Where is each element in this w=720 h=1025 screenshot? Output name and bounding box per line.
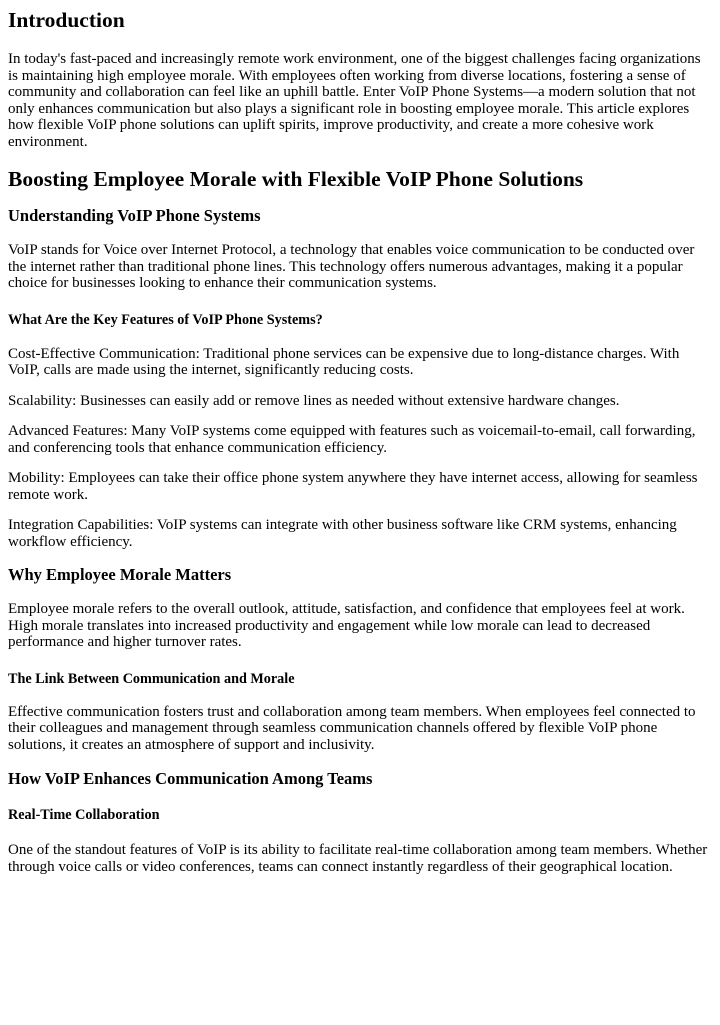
real-time-paragraph: One of the standout features of VoIP is its ability to facilitate real-time collaboration among team members. Whether through voice calls or video conferences, teams can connect instantly regardless of their geographical location. [8,842,708,875]
how-voip-heading: How VoIP Enhances Communication Among Teams [8,769,373,788]
feature-integration: Integration Capabilities: VoIP systems can integrate with other business software like CRM systems, enhancing workflow efficiency. [8,517,677,550]
link-paragraph: Effective communication fosters trust and collaboration among team members. When employees feel connected to their colleagues and management through seamless communication channels offered by flexible VoIP phone solutions, it creates an atmosphere of support and inclusivity. [8,703,696,753]
feature-advanced: Advanced Features: Many VoIP systems come equipped with features such as voicemail-to-email, call forwarding, and conferencing tools that enhance communication efficiency. [8,423,696,456]
main-heading: Boosting Employee Morale with Flexible VoIP Phone Solutions [8,167,584,191]
understanding-paragraph: VoIP stands for Voice over Internet Protocol, a technology that enables voice communication to be conducted over the internet rather than traditional phone lines. This technology offers numerous advantages, making it a popular choice for businesses looking to enhance their communication systems. [8,242,695,291]
link-heading: The Link Between Communication and Morale [8,670,295,687]
feature-cost-effective: Cost-Effective Communication: Traditional phone services can be expensive due to long-distance charges. With VoIP, calls are made using the internet, significantly reducing costs. [8,345,680,378]
key-features-heading: What Are the Key Features of VoIP Phone Systems? [8,311,323,328]
article [0,8,720,875]
feature-scalability: Scalability: Businesses can easily add or remove lines as needed without extensive hardware changes. [8,392,620,409]
understanding-heading: Understanding VoIP Phone Systems [8,206,261,225]
introduction-paragraph: In today's fast-paced and increasingly remote work environment, one of the biggest challenges facing organizations is maintaining high employee morale. With employees often working from diverse locations, fostering a sense of community and collaboration can feel like an uphill battle. Enter VoIP Phone Systems—a modern solution that not only enhances communication but also plays a significant role in boosting employee morale. This article explores how flexible VoIP phone solutions can uplift spirits, improve productivity, and create a more cohesive work environment. [8,51,701,150]
why-morale-heading: Why Employee Morale Matters [8,565,232,584]
feature-mobility: Mobility: Employees can take their office phone system anywhere they have internet access, allowing for seamless remote work. [8,470,698,503]
why-morale-paragraph: Employee morale refers to the overall outlook, attitude, satisfaction, and confidence that employees feel at work. High morale translates into increased productivity and engagement while low morale can lead to decreased performance and higher turnover rates. [8,601,685,650]
introduction-heading: Introduction [8,8,125,32]
real-time-heading: Real-Time Collaboration [8,807,160,823]
